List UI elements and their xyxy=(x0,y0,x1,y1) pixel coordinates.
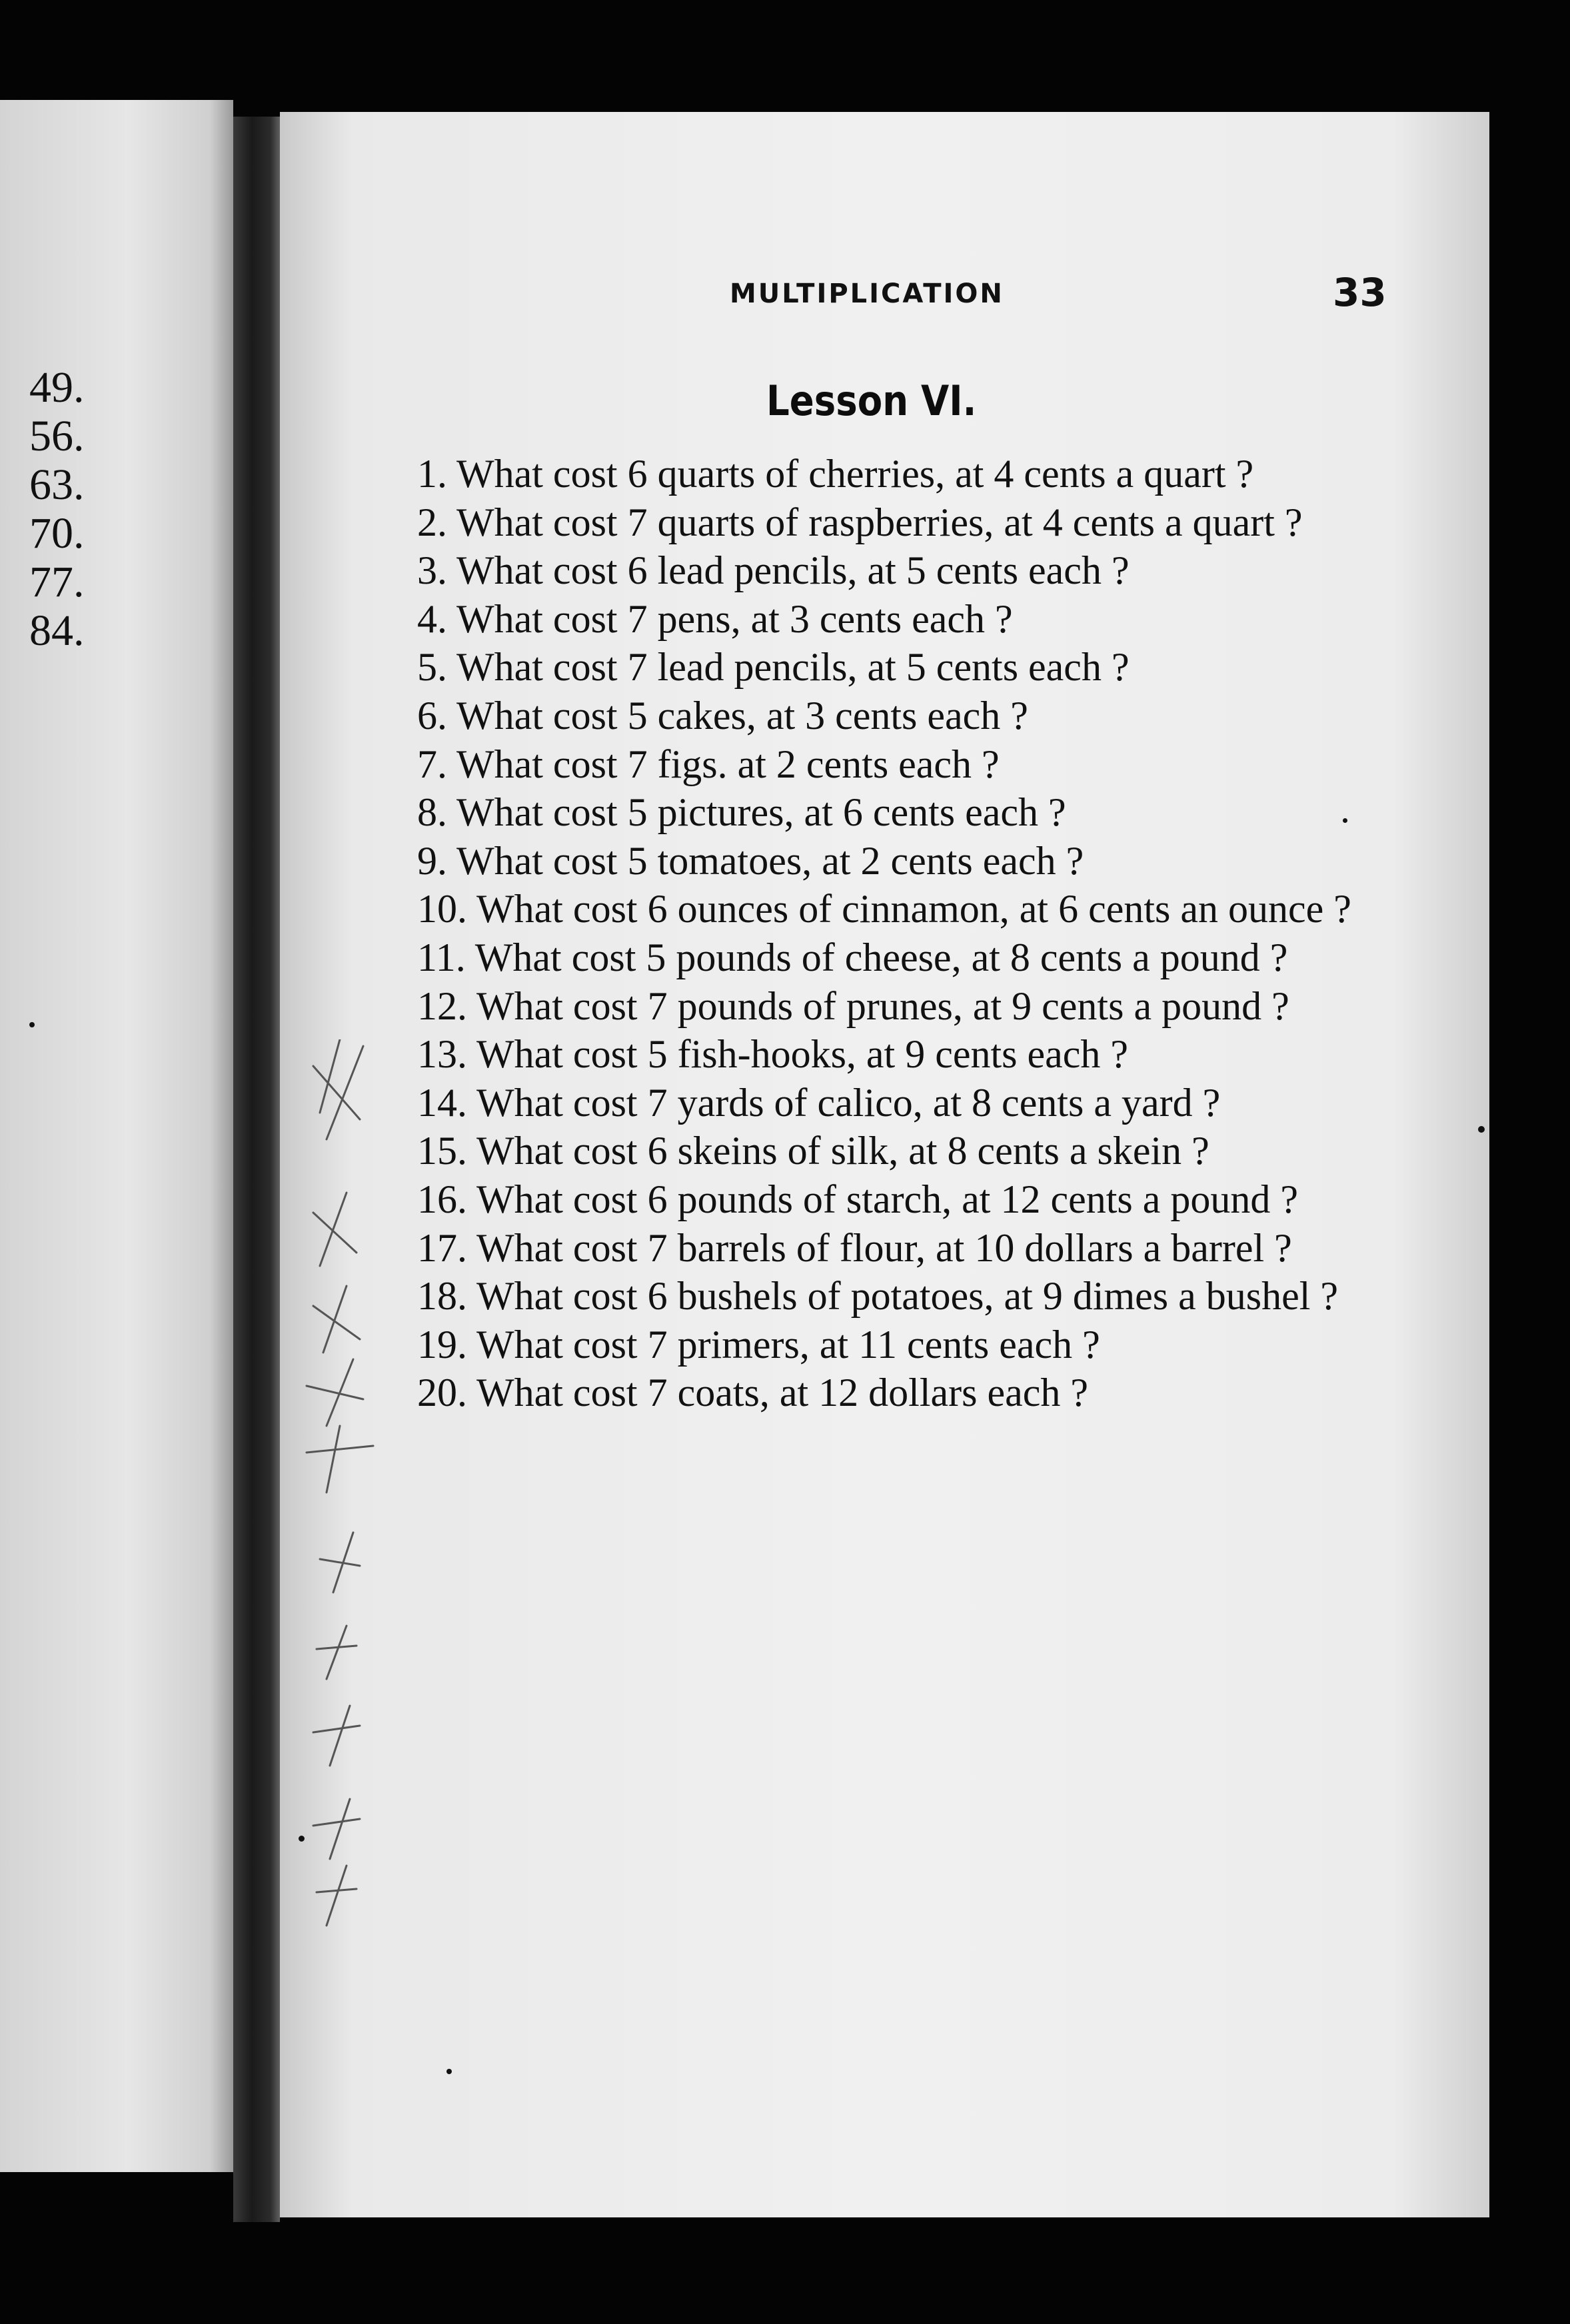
question-text: What cost 6 lead pencils, at 5 cents each ? xyxy=(456,548,1130,593)
question-item xyxy=(365,837,1378,885)
question-number: 1. xyxy=(417,452,447,496)
question-number: 3. xyxy=(417,548,447,593)
left-number: 70. xyxy=(29,509,85,558)
question-number: 7. xyxy=(417,742,447,786)
question-list xyxy=(365,450,1378,1417)
question-number: 14. xyxy=(417,1080,467,1125)
question-number: 18. xyxy=(417,1274,467,1319)
running-head: MULTIPLICATION xyxy=(730,279,1004,309)
pencil-mark xyxy=(317,1626,357,1679)
pencil-mark xyxy=(313,1799,360,1859)
scan-speck xyxy=(1478,1126,1485,1133)
pencil-mark xyxy=(307,1359,363,1426)
left-number: 49. xyxy=(29,363,85,412)
question-number: 5. xyxy=(417,645,447,690)
question-text: What cost 6 bushels of potatoes, at 9 dimes a bushel ? xyxy=(476,1274,1339,1319)
question-text: What cost 7 coats, at 12 dollars each ? xyxy=(476,1371,1088,1415)
scan-speck xyxy=(299,1836,305,1842)
question-text: What cost 7 figs. at 2 cents each ? xyxy=(456,742,1000,786)
left-page-answer-column xyxy=(29,363,85,655)
question-number: 15. xyxy=(417,1129,467,1173)
question-number: 2. xyxy=(417,500,447,544)
question-item xyxy=(365,788,1378,837)
question-text: What cost 5 tomatoes, at 2 cents each ? xyxy=(456,838,1084,883)
question-item xyxy=(365,1079,1378,1127)
question-item xyxy=(365,1175,1378,1224)
scan-speck xyxy=(1343,818,1347,823)
question-item xyxy=(365,1127,1378,1175)
left-number: 77. xyxy=(29,558,85,606)
question-item xyxy=(365,933,1378,982)
question-text: What cost 6 skeins of silk, at 8 cents a skein ? xyxy=(476,1129,1209,1173)
question-number: 6. xyxy=(417,693,447,738)
question-item xyxy=(365,498,1378,547)
question-text: What cost 7 pounds of prunes, at 9 cents a pound ? xyxy=(476,983,1289,1028)
question-number: 16. xyxy=(417,1177,467,1221)
pencil-mark xyxy=(317,1866,357,1926)
question-item xyxy=(365,546,1378,595)
book-spine xyxy=(233,117,280,2222)
pencil-mark xyxy=(313,1193,357,1266)
question-text: What cost 7 pens, at 3 cents each ? xyxy=(456,596,1013,641)
question-item xyxy=(365,885,1378,933)
question-text: What cost 5 pictures, at 6 cents each ? xyxy=(456,790,1066,835)
scan-speck xyxy=(446,2069,452,2074)
question-item xyxy=(365,1369,1378,1417)
question-number: 13. xyxy=(417,1032,467,1077)
question-item xyxy=(365,1030,1378,1079)
question-text: What cost 6 ounces of cinnamon, at 6 cents an ounce ? xyxy=(476,887,1351,931)
question-text: What cost 7 quarts of raspberries, at 4 cents a quart ? xyxy=(456,500,1303,544)
question-item xyxy=(365,1321,1378,1369)
scan-speck xyxy=(29,1022,35,1027)
pencil-mark xyxy=(313,1706,360,1766)
left-number: 63. xyxy=(29,460,85,509)
left-number: 56. xyxy=(29,412,85,460)
question-item xyxy=(365,982,1378,1031)
question-text: What cost 7 yards of calico, at 8 cents a yard ? xyxy=(476,1080,1221,1125)
question-text: What cost 5 fish-hooks, at 9 cents each ? xyxy=(476,1032,1129,1077)
question-item xyxy=(365,450,1378,498)
question-text: What cost 5 cakes, at 3 cents each ? xyxy=(456,693,1028,738)
left-number: 84. xyxy=(29,606,85,655)
question-number: 8. xyxy=(417,790,447,835)
question-item xyxy=(365,595,1378,644)
question-number: 19. xyxy=(417,1322,467,1367)
question-item xyxy=(365,1224,1378,1273)
pencil-mark xyxy=(313,1039,363,1139)
question-number: 9. xyxy=(417,838,447,883)
page-number: 33 xyxy=(1333,270,1387,315)
pencil-mark xyxy=(307,1426,373,1492)
question-number: 10. xyxy=(417,887,467,931)
pencil-mark xyxy=(313,1286,360,1353)
question-item xyxy=(365,692,1378,740)
pencil-check-marks xyxy=(300,1039,420,1932)
question-number: 12. xyxy=(417,983,467,1028)
question-text: What cost 7 lead pencils, at 5 cents each ? xyxy=(456,645,1130,690)
question-text: What cost 7 barrels of flour, at 10 dollars a barrel ? xyxy=(476,1225,1292,1270)
question-item xyxy=(365,1272,1378,1321)
lesson-title: Lesson VI. xyxy=(766,376,977,425)
question-text: What cost 5 pounds of cheese, at 8 cents a pound ? xyxy=(474,935,1288,979)
question-item xyxy=(365,740,1378,789)
question-text: What cost 6 pounds of starch, at 12 cents a pound ? xyxy=(476,1177,1299,1221)
question-number: 20. xyxy=(417,1371,467,1415)
pencil-mark xyxy=(320,1532,360,1592)
question-number: 17. xyxy=(417,1225,467,1270)
question-item xyxy=(365,643,1378,692)
question-number: 11. xyxy=(417,935,466,979)
question-text: What cost 6 quarts of cherries, at 4 cents a quart ? xyxy=(456,452,1254,496)
question-text: What cost 7 primers, at 11 cents each ? xyxy=(476,1322,1100,1367)
question-number: 4. xyxy=(417,596,447,641)
